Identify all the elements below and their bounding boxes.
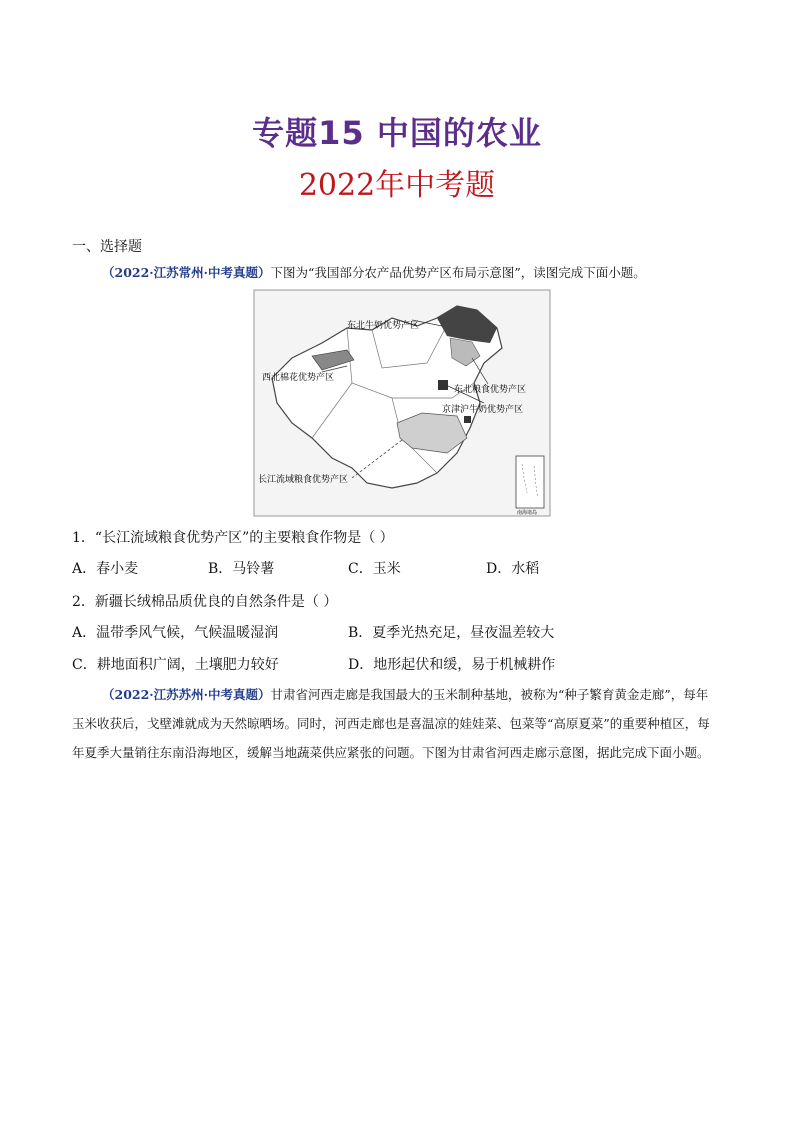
intro-2-text: 甘肃省河西走廊是我国最大的玉米制种基地，被称为“种子繁育黄金走廊”，每年玉米收获后，戈壁滩就成为天然晾晒场。同时，河西走廊也是喜温凉的娃娃菜、包菜等“高原夏菜”的重要种植区，每年夏季大量销往东南沿海地区，缓解当地蔬菜供应紧张的问题。下图为甘肃省河西走廊示意图，据此完成下面小题。 [72,687,710,760]
q1-option-c: C．玉米 [348,561,401,577]
q1-option-b: B．马铃薯 [208,561,275,577]
q2-option-d: D．地形起伏和缓，易于机械耕作 [348,657,556,673]
inset-box [516,456,544,508]
intro-1-text: 下图为“我国部分农产品优势产区布局示意图”，读图完成下面小题。 [270,265,646,280]
intro-2-source: （2022·江苏苏州·中考真题） [102,687,271,702]
page-subtitle: 2022年中考题 [298,168,496,203]
intro-1 [102,263,646,281]
region-jjh-dairy [438,380,448,390]
q2-stem: 2．新疆长绒棉品质优良的自然条件是（ ） [72,594,338,610]
page-title: 专题15 中国的农业 [252,114,542,152]
region-hu-dairy [464,416,471,423]
label-ne-grain: 东北粮食优势产区 [454,385,527,395]
label-yangtze-grain: 长江流域粮食优势产区 [258,475,349,485]
q2-option-c: C．耕地面积广阔，土壤肥力较好 [72,657,279,673]
q1-option-d: D．水稻 [486,561,540,577]
intro-1-source: （2022·江苏常州·中考真题） [102,265,271,280]
label-ne-dairy: 东北牛奶优势产区 [347,321,420,331]
q1-option-a: A．春小麦 [72,561,139,577]
q1-stem: 1．“长江流域粮食优势产区”的主要粮食作物是（ ） [72,530,394,546]
section-heading: 一、选择题 [72,239,142,255]
intro-2 [72,680,720,767]
label-nw-cotton: 西北棉花优势产区 [262,373,335,383]
label-jjh-dairy: 京津沪牛奶优势产区 [442,405,524,415]
q2-option-b: B．夏季光热充足，昼夜温差较大 [348,625,555,641]
inset-label: 南海诸岛 [517,510,538,516]
china-agriculture-map [252,288,552,518]
q2-option-a: A．温带季风气候，气候温暖湿润 [72,625,279,641]
